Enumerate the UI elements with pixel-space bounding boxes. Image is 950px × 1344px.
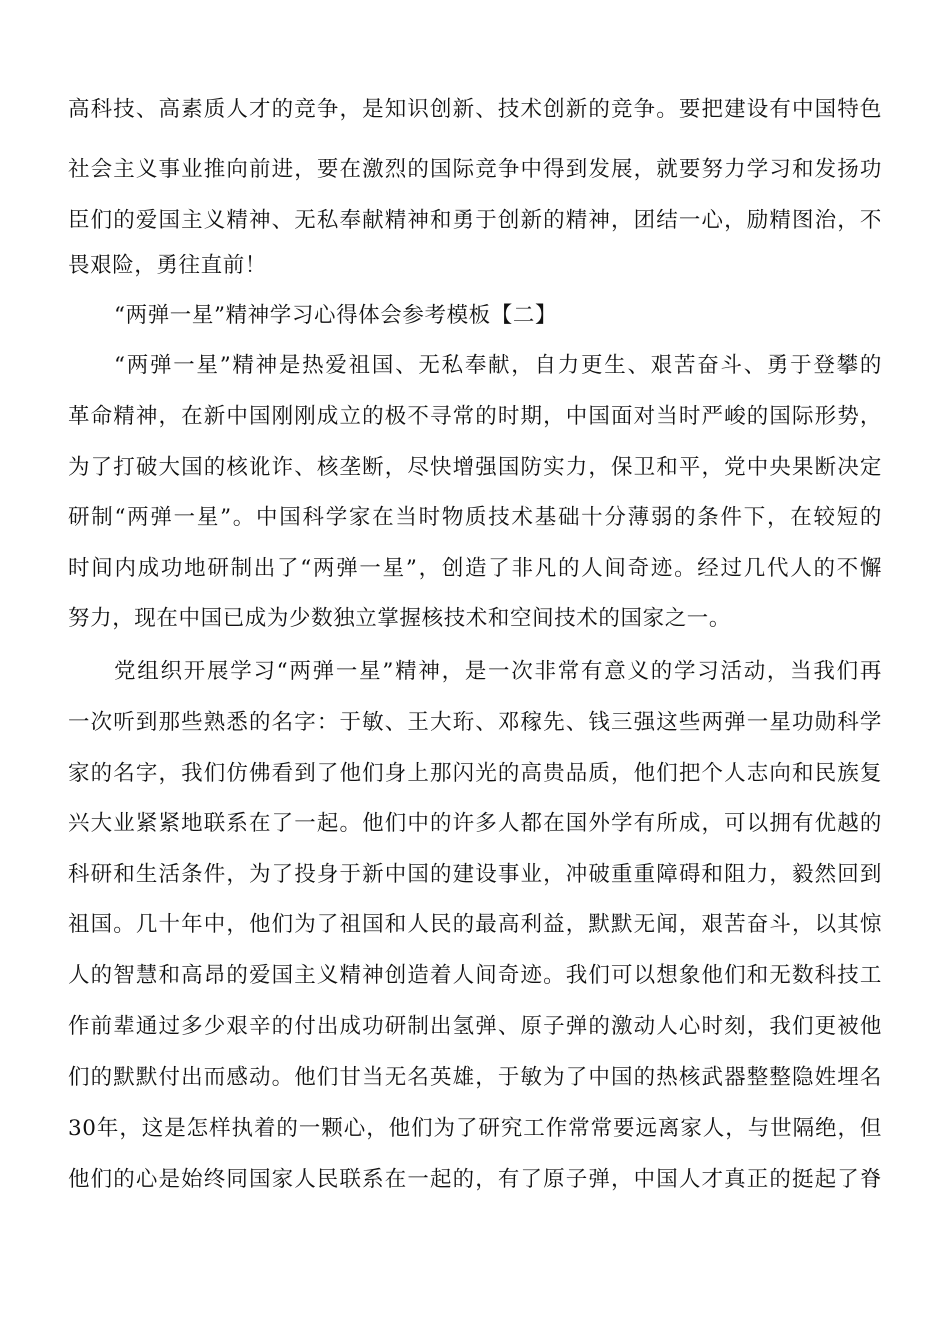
paragraph-3-line-4: 兴大业紧紧地联系在了一起。他们中的许多人都在国外学有所成，可以拥有优越的: [68, 811, 882, 836]
paragraph-2-line-4: 研制“两弹一星”。中国科学家在当时物质技术基础十分薄弱的条件下，在较短的: [68, 505, 882, 530]
paragraph-3-line-1: 党组织开展学习“两弹一星”精神，是一次非常有意义的学习活动，当我们再: [114, 659, 882, 684]
paragraph-1-line-4: 畏艰险，勇往直前！: [68, 253, 267, 278]
section-heading: “两弹一星”精神学习心得体会参考模板【二】: [114, 303, 558, 328]
paragraph-3-line-3: 家的名字，我们仿佛看到了他们身上那闪光的高贵品质，他们把个人志向和民族复: [68, 761, 882, 786]
paragraph-3-line-6: 祖国。几十年中，他们为了祖国和人民的最高利益，默默无闻，艰苦奋斗，以其惊: [68, 912, 882, 937]
paragraph-2-line-2: 革命精神，在新中国刚刚成立的极不寻常的时期，中国面对当时严峻的国际形势，: [68, 404, 882, 429]
paragraph-3-line-7: 人的智慧和高昂的爱国主义精神创造着人间奇迹。我们可以想象他们和无数科技工: [68, 963, 882, 988]
paragraph-2-line-5: 时间内成功地研制出了“两弹一星”，创造了非凡的人间奇迹。经过几代人的不懈: [68, 556, 882, 581]
paragraph-3-line-10: 30年，这是怎样执着的一颗心，他们为了研究工作常常要远离家人，与世隔绝，但: [68, 1116, 882, 1141]
paragraph-2-line-1: “两弹一星”精神是热爱祖国、无私奉献，自力更生、艰苦奋斗、勇于登攀的: [114, 353, 882, 378]
paragraph-1-line-3: 臣们的爱国主义精神、无私奉献精神和勇于创新的精神，团结一心，励精图治，不: [68, 208, 882, 233]
paragraph-3-line-5: 科研和生活条件，为了投身于新中国的建设事业，冲破重重障碍和阻力，毅然回到: [68, 862, 882, 887]
paragraph-3-line-9: 们的默默付出而感动。他们甘当无名英雄，于敏为了中国的热核武器整整隐姓埋名: [68, 1065, 882, 1090]
paragraph-3-line-8: 作前辈通过多少艰辛的付出成功研制出氢弹、原子弹的激动人心时刻，我们更被他: [68, 1014, 882, 1039]
paragraph-2-line-3: 为了打破大国的核讹诈、核垄断，尽快增强国防实力，保卫和平，党中央果断决定: [68, 455, 882, 480]
paragraph-1-line-2: 社会主义事业推向前进，要在激烈的国际竞争中得到发展，就要努力学习和发扬功: [68, 157, 882, 182]
paragraph-2-line-6: 努力，现在中国已成为少数独立掌握核技术和空间技术的国家之一。: [68, 606, 732, 631]
paragraph-1-line-1: 高科技、高素质人才的竞争，是知识创新、技术创新的竞争。要把建设有中国特色: [68, 97, 882, 122]
paragraph-3-line-11: 他们的心是始终同国家人民联系在一起的，有了原子弹，中国人才真正的挺起了脊: [68, 1167, 882, 1192]
paragraph-3-line-2: 一次听到那些熟悉的名字：于敏、王大珩、邓稼先、钱三强这些两弹一星功勋科学: [68, 710, 882, 735]
